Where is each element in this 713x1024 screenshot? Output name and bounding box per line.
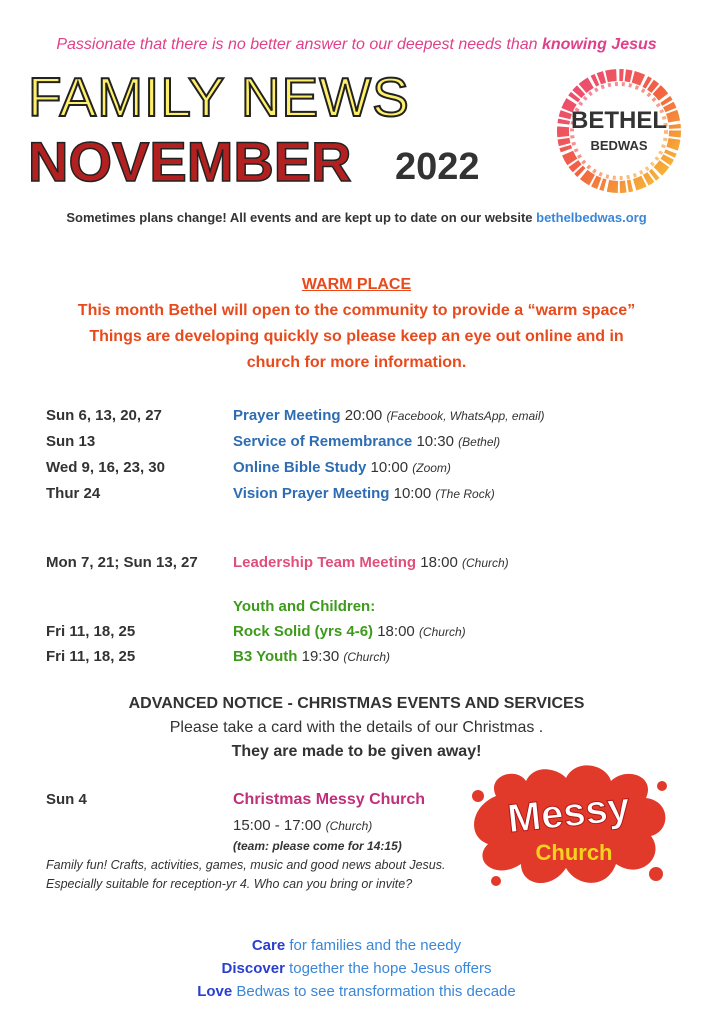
logo-top-text: BETHEL xyxy=(571,107,667,134)
event-row xyxy=(46,456,686,480)
church-logo-word: Church xyxy=(535,840,613,865)
title-year: 2022 xyxy=(395,146,480,188)
warm-place-section xyxy=(0,272,713,376)
youth-row xyxy=(46,620,686,644)
event-note: (Facebook, WhatsApp, email) xyxy=(386,409,545,423)
youth-note: (Church) xyxy=(343,650,391,664)
footer-text: together the hope Jesus offers xyxy=(289,960,492,977)
warm-place-line: Things are developing quickly so please keep an eye out online and in xyxy=(89,328,624,345)
event-time: 20:00 xyxy=(344,407,383,424)
event-date: Sun 13 xyxy=(46,433,96,450)
warm-place-line: church for more information. xyxy=(246,354,467,371)
event-date: Sun 6, 13, 20, 27 xyxy=(46,407,162,424)
advanced-line-bold: They are made to be given away! xyxy=(231,743,482,760)
youth-time: 19:30 xyxy=(301,648,340,665)
title-family-news: FAMILY NEWS xyxy=(28,66,410,128)
event-note: (Bethel) xyxy=(458,435,501,449)
messy-church-logo xyxy=(466,756,676,896)
youth-time: 18:00 xyxy=(377,623,415,640)
logo-bottom-text: BEDWAS xyxy=(590,138,648,153)
youth-date: Fri 11, 18, 25 xyxy=(46,623,136,640)
bethel-logo xyxy=(548,66,690,196)
website-note-text: Sometimes plans change! All events and are kept up to date on our website xyxy=(66,210,533,225)
messy-title: Christmas Messy Church xyxy=(233,791,426,808)
event-date: Thur 24 xyxy=(46,485,101,502)
youth-title: Rock Solid (yrs 4-6) xyxy=(233,623,374,640)
leadership-row xyxy=(46,551,686,575)
event-row xyxy=(46,430,686,454)
event-time: 10:30 xyxy=(416,433,454,450)
messy-team-note: (team: please come for 14:15) xyxy=(233,839,402,853)
event-row xyxy=(46,404,686,428)
website-note xyxy=(0,210,713,225)
tagline-main: Passionate that there is no better answer to our deepest needs than xyxy=(56,36,538,53)
youth-row xyxy=(46,645,686,669)
warm-place-heading: WARM PLACE xyxy=(301,276,412,293)
event-time: 10:00 xyxy=(393,485,432,502)
advanced-heading: ADVANCED NOTICE - CHRISTMAS EVENTS AND SERVICES xyxy=(128,695,585,712)
event-title: Prayer Meeting xyxy=(233,407,341,424)
footer-line xyxy=(0,957,713,980)
messy-desc-line: Family fun! Crafts, activities, games, music and good news about Jesus. xyxy=(46,858,446,872)
youth-heading: Youth and Children: xyxy=(233,598,376,615)
footer-line xyxy=(0,980,713,1003)
event-title: Service of Remembrance xyxy=(233,433,413,450)
title-month: NOVEMBER xyxy=(28,130,352,193)
event-date: Wed 9, 16, 23, 30 xyxy=(46,459,165,476)
event-note: (Zoom) xyxy=(412,461,451,475)
event-row xyxy=(46,482,686,506)
event-title: Online Bible Study xyxy=(233,459,367,476)
youth-title: B3 Youth xyxy=(233,648,298,665)
messy-date: Sun 4 xyxy=(46,791,87,808)
tagline-bold: knowing Jesus xyxy=(541,36,657,53)
leadership-time: 18:00 xyxy=(420,554,458,571)
event-title: Vision Prayer Meeting xyxy=(233,485,390,502)
messy-time: 15:00 - 17:00 xyxy=(233,817,322,834)
leadership-title: Leadership Team Meeting xyxy=(233,554,417,571)
advanced-notice xyxy=(0,692,713,764)
event-time: 10:00 xyxy=(370,459,409,476)
leadership-note: (Church) xyxy=(462,556,509,570)
warm-place-line: This month Bethel will open to the community to provide a “warm space” xyxy=(77,302,636,319)
footer-text: for families and the needy xyxy=(289,937,462,954)
messy-logo-word: Messy xyxy=(505,784,632,842)
footer-text: Bedwas to see transformation this decade xyxy=(236,983,516,1000)
website-link[interactable]: bethelbedwas.org xyxy=(536,210,647,225)
youth-note: (Church) xyxy=(418,625,466,639)
footer-bold: Discover xyxy=(221,960,285,977)
footer-bold: Love xyxy=(197,983,233,1000)
messy-description xyxy=(46,856,445,894)
footer-bold: Care xyxy=(251,937,286,954)
footer xyxy=(0,934,713,1003)
tagline xyxy=(0,36,713,54)
messy-desc-line: Especially suitable for reception-yr 4. Who can you bring or invite? xyxy=(46,877,413,891)
youth-heading-row xyxy=(46,595,686,619)
footer-line xyxy=(0,934,713,957)
advanced-line: Please take a card with the details of our Christmas . xyxy=(169,719,544,736)
event-note: (The Rock) xyxy=(435,487,495,501)
leadership-date: Mon 7, 21; Sun 13, 27 xyxy=(46,554,198,571)
messy-note: (Church) xyxy=(325,819,373,833)
youth-date: Fri 11, 18, 25 xyxy=(46,648,136,665)
